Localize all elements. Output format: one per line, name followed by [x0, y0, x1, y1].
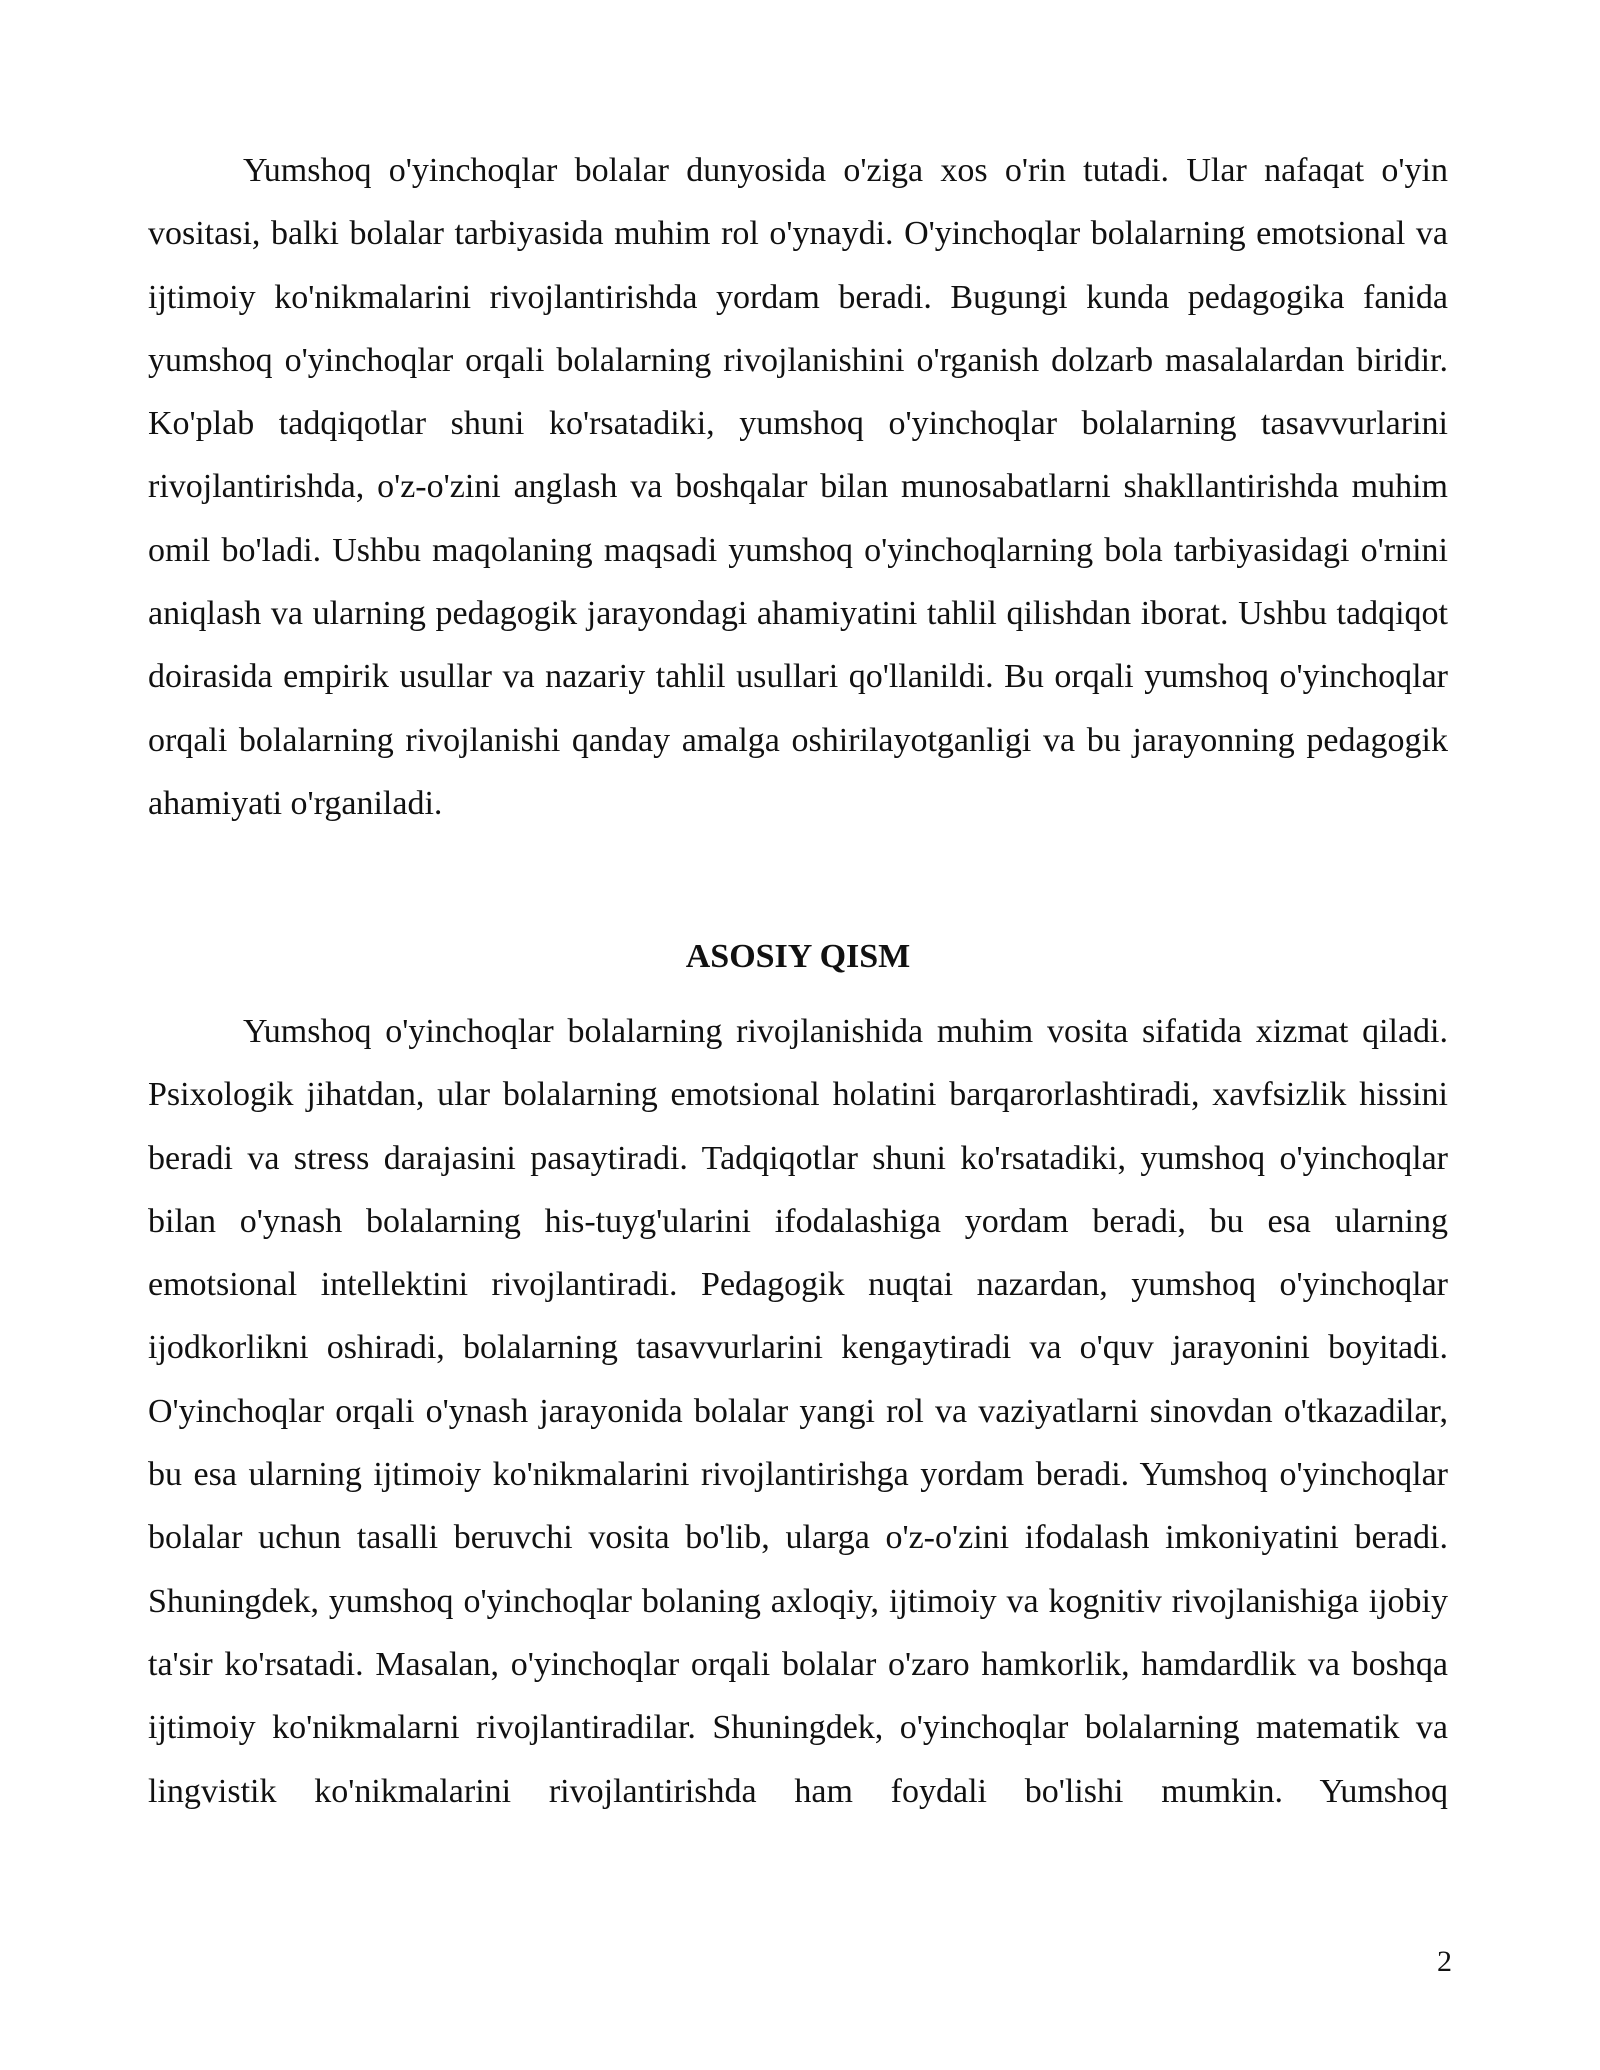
main-paragraph: Yumshoq o'yinchoqlar bolalarning rivojlanishida muhim vosita sifatida xizmat qiladi. Psixologik jihatdan, ular bolalarning emotsional holatini barqarorlashtiradi, xavfsizlik hissini beradi va stress darajasini pasaytiradi. Tadqiqotlar shuni ko'rsatadiki, yumshoq o'yinchoqlar bilan o'ynash bolalarning his-tuyg'ularini ifodalashiga yordam beradi, bu esa ularning emotsional intellektini rivojlantiradi. Pedagogik nuqtai nazardan, yumshoq o'yinchoqlar ijodkorlikni oshiradi, bolalarning tasavvurlarini kengaytiradi va o'quv jarayonini boyitadi. O'yinchoqlar orqali o'ynash jarayonida bolalar yangi rol va vaziyatlarni sinovdan o'tkazadilar, bu esa ularning ijtimoiy ko'nikmalarini rivojlantirishga yordam beradi. Yumshoq o'yinchoqlar bolalar uchun tasalli beruvchi vosita bo'lib, ularga o'z-o'zini ifodalash imkoniyatini beradi. Shuningdek, yumshoq o'yinchoqlar bolaning axloqiy, ijtimoiy va kognitiv rivojlanishiga ijobiy ta'sir ko'rsatadi. Masalan, o'yinchoqlar orqali bolalar o'zaro hamkorlik, hamdardlik va boshqa ijtimoiy ko'nikmalarni rivojlantiradilar. Shuningdek, o'yinchoqlar bolalarning matematik va lingvistik ko'nikmalarini rivojlantirishda ham foydali bo'lishi mumkin. Yumshoq [148, 1013, 1448, 1810]
intro-paragraph: Yumshoq o'yinchoqlar bolalar dunyosida o'ziga xos o'rin tutadi. Ular nafaqat o'yin vositasi, balki bolalar tarbiyasida muhim rol o'ynaydi. O'yinchoqlar bolalarning emotsional va ijtimoiy ko'nikmalarini rivojlantirishda yordam beradi. Bugungi kunda pedagogika fanida yumshoq o'yinchoqlar orqali bolalarning rivojlanishini o'rganish dolzarb masalalardan biridir. Ko'plab tadqiqotlar shuni ko'rsatadiki, yumshoq o'yinchoqlar bolalarning tasavvurlarini rivojlantirishda, o'z-o'zini anglash va boshqalar bilan munosabatlarni shakllantirishda muhim omil bo'ladi. Ushbu maqolaning maqsadi yumshoq o'yinchoqlarning bola tarbiyasidagi o'rnini aniqlash va ularning pedagogik jarayondagi ahamiyatini tahlil qilishdan iborat. Ushbu tadqiqot doirasida empirik usullar va nazariy tahlil usullari qo'llanildi. Bu orqali yumshoq o'yinchoqlar orqali bolalarning rivojlanishi qanday amalga oshirilayotganligi va bu jarayonning pedagogik ahamiyati o'rganiladi. [148, 152, 1448, 822]
section-heading: ASOSIY QISM [685, 938, 911, 975]
page-number: 2 [1437, 1945, 1452, 1978]
